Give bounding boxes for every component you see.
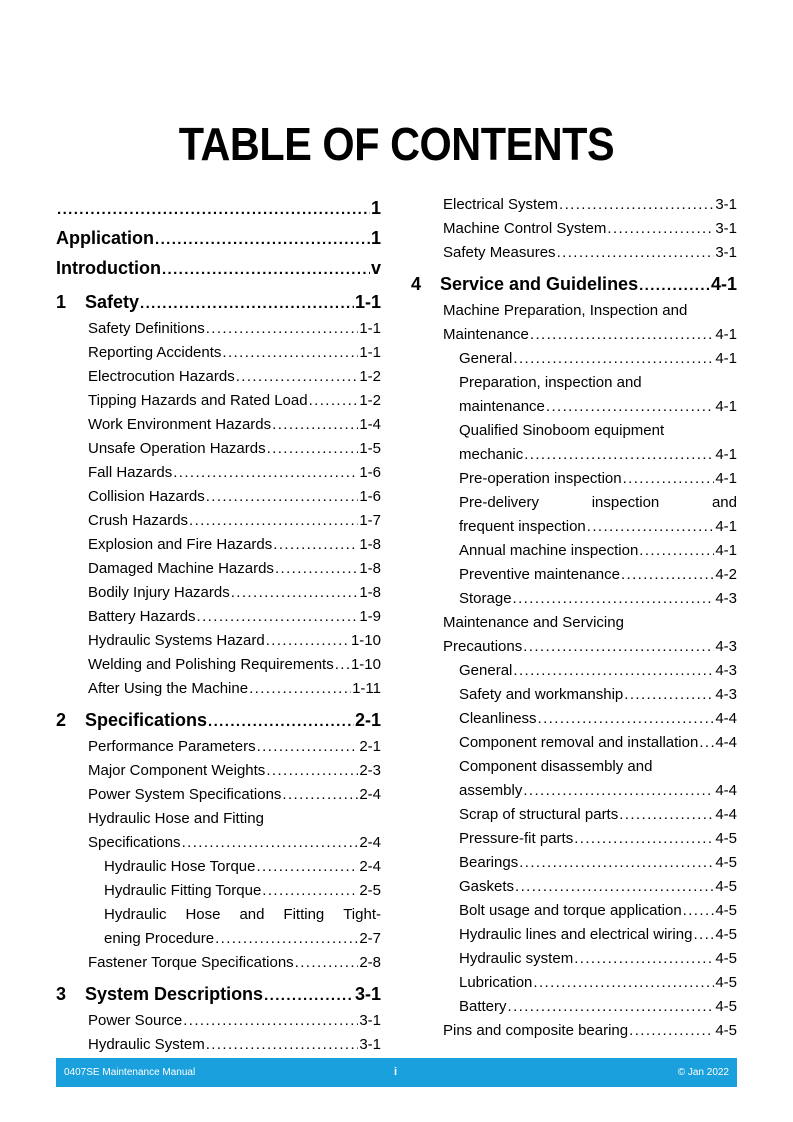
toc-entry-label: Tipping Hazards and Rated Load (88, 392, 308, 409)
dot-leader (513, 347, 714, 371)
toc-entry-label (56, 705, 207, 735)
toc-section-entry[interactable] (56, 557, 381, 581)
dot-leader (515, 875, 714, 899)
toc-entry-label (56, 287, 139, 317)
toc-section-entry[interactable] (411, 241, 737, 265)
dot-leader (182, 831, 359, 855)
toc-page-number: 3-1 (715, 220, 737, 237)
toc-page-number: 1-6 (359, 488, 381, 505)
dot-leader (629, 1019, 714, 1043)
dot-leader (257, 735, 359, 759)
toc-right-column (411, 193, 737, 1043)
toc-section-entry[interactable] (411, 1019, 737, 1043)
toc-page-number: v (370, 258, 381, 278)
toc-entry-wrapped-line[interactable]: Machine Preparation, Inspection and (443, 302, 688, 319)
dot-leader (262, 879, 358, 903)
toc-entry-label: Storage (459, 590, 512, 607)
toc-subsection-entry[interactable] (411, 851, 737, 875)
toc-entry-label: mechanic (459, 446, 524, 463)
toc-page-number: 4-5 (715, 926, 737, 943)
toc-entry-label: Pressure-fit parts (459, 830, 574, 847)
toc-entry-label: Component removal and installation (459, 734, 699, 751)
toc-entry-label: Crush Hazards (88, 512, 189, 529)
toc-entry-label: ening Procedure (104, 930, 215, 947)
dot-leader (523, 635, 714, 659)
toc-entry-label: Introduction (56, 258, 161, 278)
toc-page-number: 2-4 (359, 858, 381, 875)
toc-word: and (711, 494, 737, 511)
toc-entry-label: Reporting Accidents (88, 344, 222, 361)
toc-page-number: 1-9 (359, 608, 381, 625)
toc-section-entry[interactable] (56, 629, 381, 653)
dot-leader (57, 195, 370, 225)
chapter-title: System Descriptions (85, 984, 264, 1004)
chapter-number: 1 (56, 292, 67, 312)
toc-entry-label: Performance Parameters (88, 738, 256, 755)
toc-section-entry[interactable] (56, 1033, 381, 1057)
toc-entry-label: Hydraulic Hose Torque (104, 858, 256, 875)
toc-word: inspection (591, 494, 660, 511)
toc-page-number: 1-7 (359, 512, 381, 529)
toc-subsection-entry[interactable] (411, 515, 737, 539)
toc-page-number: 4-1 (715, 470, 737, 487)
toc-entry-label: Gaskets (459, 878, 515, 895)
dot-leader (272, 413, 358, 437)
toc-subsection-entry[interactable] (411, 347, 737, 371)
toc-entry-label: Safety Measures (443, 244, 556, 261)
toc-entry-label: Preventive maintenance (459, 566, 620, 583)
dot-leader (639, 271, 710, 301)
toc-entry-label: Cleanliness (459, 710, 537, 727)
page-footer (56, 1058, 737, 1087)
dot-leader (197, 605, 359, 629)
footer-date: © Jan 2022 (677, 1067, 729, 1078)
dot-leader (215, 927, 358, 951)
toc-subsection-entry[interactable] (411, 659, 737, 683)
toc-subsection-entry[interactable] (411, 731, 737, 755)
toc-entry-label: assembly (459, 782, 523, 799)
toc-section-entry[interactable] (411, 635, 737, 659)
toc-entry-label: Work Environment Hazards (88, 416, 272, 433)
toc-subsection-entry[interactable] (411, 827, 737, 851)
toc-chapter-entry[interactable] (56, 253, 381, 283)
dot-leader (607, 217, 714, 241)
toc-entry-label: Electrocution Hazards (88, 368, 235, 385)
dot-leader (267, 437, 359, 461)
toc-section-entry[interactable] (56, 653, 381, 677)
toc-entry-label: After Using the Machine (88, 680, 249, 697)
toc-page-number: 2-1 (359, 738, 381, 755)
toc-subsection-entry[interactable] (411, 971, 737, 995)
toc-entry-label: Hydraulic System (88, 1036, 205, 1053)
dot-leader (683, 899, 715, 923)
toc-section-entry[interactable] (56, 581, 381, 605)
toc-section-entry[interactable] (56, 831, 381, 855)
toc-chapter-entry[interactable] (56, 287, 381, 317)
footer-page-number: i (394, 1066, 398, 1078)
toc-subsection-entry[interactable] (411, 899, 737, 923)
toc-page-number: 4-5 (715, 854, 737, 871)
toc-page-number: 1-1 (354, 292, 381, 312)
toc-entry-label: Battery Hazards (88, 608, 196, 625)
toc-page-number: 4-4 (715, 734, 737, 751)
toc-page-number: 4-3 (715, 662, 737, 679)
toc-entry-label: Pins and composite bearing (443, 1022, 629, 1039)
toc-page-number: 4-1 (715, 518, 737, 535)
dot-leader (623, 467, 715, 491)
toc-page-number: 4-3 (715, 686, 737, 703)
dot-leader (530, 323, 714, 347)
toc-section-entry[interactable] (56, 951, 381, 975)
toc-entry-label: Specifications (88, 834, 181, 851)
toc-section-entry[interactable] (411, 323, 737, 347)
dot-leader (256, 855, 358, 879)
toc-page-number: 1 (370, 228, 381, 248)
toc-entry-label: Bearings (459, 854, 519, 871)
dot-leader (557, 241, 715, 265)
dot-leader (266, 759, 358, 783)
toc-page-number: 4-3 (715, 590, 737, 607)
toc-page-number: 4-5 (715, 1022, 737, 1039)
toc-entry-label: Hydraulic lines and electrical wiring (459, 926, 693, 943)
toc-entry-label: Major Component Weights (88, 762, 266, 779)
dot-leader (206, 1033, 359, 1057)
chapter-title: Specifications (85, 710, 208, 730)
dot-leader (574, 827, 714, 851)
toc-entry-label: Electrical System (443, 196, 559, 213)
toc-page-number: 3-1 (354, 984, 381, 1004)
toc-page-number: 4-1 (715, 542, 737, 559)
toc-entry-label: Application (56, 228, 154, 248)
dot-leader (619, 803, 714, 827)
toc-page-number: 4-3 (715, 638, 737, 655)
toc-page-number: 2-3 (359, 762, 381, 779)
toc-section-entry[interactable] (56, 783, 381, 807)
dot-leader (639, 539, 714, 563)
toc-section-entry[interactable] (411, 217, 737, 241)
toc-chapter-entry[interactable] (411, 269, 737, 299)
toc-page-number: 2-8 (359, 954, 381, 971)
toc-page-number: 4-1 (715, 446, 737, 463)
toc-page-number: 2-5 (359, 882, 381, 899)
dot-leader (236, 365, 359, 389)
toc-page-number: 1-10 (350, 632, 381, 649)
toc-entry-label: Fall Hazards (88, 464, 173, 481)
dot-leader (621, 563, 714, 587)
toc-subsection-entry[interactable] (411, 395, 737, 419)
toc-chapter-entry[interactable] (56, 705, 381, 735)
chapter-title: Service and Guidelines (440, 274, 639, 294)
toc-page-number: 1-1 (359, 344, 381, 361)
toc-entry-label: Power Source (88, 1012, 183, 1029)
toc-entry-label: Bodily Injury Hazards (88, 584, 230, 601)
toc-entry-wrapped-line[interactable]: Hydraulic Hose and Fitting (88, 810, 264, 827)
dot-leader (513, 587, 715, 611)
dot-leader (508, 995, 715, 1019)
toc-entry-justified-line[interactable] (411, 491, 737, 515)
toc-section-entry[interactable] (411, 193, 737, 217)
toc-subsection-entry[interactable] (411, 443, 737, 467)
toc-page-number: 1-6 (359, 464, 381, 481)
toc-entry-label: Annual machine inspection (459, 542, 639, 559)
toc-entry-label: Safety Definitions (88, 320, 205, 337)
toc-page-number: 4-4 (715, 806, 737, 823)
toc-entry-label: Collision Hazards (88, 488, 205, 505)
toc-entry-label: Machine Control System (443, 220, 607, 237)
toc-section-entry[interactable] (56, 365, 381, 389)
toc-subsection-entry[interactable] (411, 947, 737, 971)
dot-leader (140, 289, 354, 319)
dot-leader (273, 533, 358, 557)
dot-leader (624, 683, 714, 707)
dot-leader (206, 485, 359, 509)
toc-entry-label: Maintenance (443, 326, 529, 343)
toc-entry-label: Explosion and Fire Hazards (88, 536, 273, 553)
toc-subsection-entry[interactable] (56, 879, 381, 903)
dot-leader (249, 677, 351, 701)
toc-page-number: 4-1 (715, 350, 737, 367)
toc-word: Pre-delivery (459, 494, 540, 511)
dot-leader (699, 731, 714, 755)
toc-page-number: 1-10 (350, 656, 381, 673)
toc-subsection-entry[interactable] (411, 875, 737, 899)
dot-leader (266, 629, 350, 653)
toc-page-number: 1-8 (359, 560, 381, 577)
toc-entry-label: Bolt usage and torque application (459, 902, 682, 919)
dot-leader (162, 255, 370, 285)
toc-section-entry[interactable] (56, 677, 381, 701)
dot-leader (587, 515, 715, 539)
chapter-number: 4 (411, 274, 422, 294)
toc-entry-label: Fastener Torque Specifications (88, 954, 294, 971)
toc-page-number: 4-5 (715, 878, 737, 895)
toc-page-number: 1-8 (359, 536, 381, 553)
toc-page-number: 2-7 (359, 930, 381, 947)
chapter-number: 3 (56, 984, 67, 1004)
dot-leader (524, 443, 714, 467)
toc-page-number: 1-1 (359, 320, 381, 337)
dot-leader (189, 509, 358, 533)
toc-page-number: 3-1 (359, 1036, 381, 1053)
toc-word: Hose (185, 906, 221, 923)
toc-entry-wrapped-line[interactable]: Preparation, inspection and (459, 374, 642, 391)
dot-leader (519, 851, 714, 875)
dot-leader (523, 779, 714, 803)
toc-entry-wrapped-line[interactable]: Qualified Sinoboom equipment (459, 422, 665, 439)
toc-page-number: 4-4 (715, 782, 737, 799)
dot-leader (231, 581, 359, 605)
dot-leader (208, 707, 354, 737)
toc-section-entry[interactable] (56, 317, 381, 341)
toc-subsection-entry[interactable] (411, 683, 737, 707)
chapter-title: Safety (85, 292, 140, 312)
toc-page-number: 1-11 (352, 680, 381, 697)
toc-entry-justified-line[interactable] (56, 903, 381, 927)
dot-leader (513, 659, 714, 683)
toc-section-entry[interactable] (56, 759, 381, 783)
toc-page-number: 2-1 (354, 710, 381, 730)
dot-leader (206, 317, 359, 341)
dot-leader (693, 923, 714, 947)
toc-entry-label: Scrap of structural parts (459, 806, 619, 823)
toc-subsection-entry[interactable] (411, 923, 737, 947)
toc-page-number: 1-2 (359, 392, 381, 409)
toc-section-entry[interactable] (56, 533, 381, 557)
dot-leader (533, 971, 714, 995)
toc-subsection-entry[interactable] (56, 855, 381, 879)
footer-manual-name: 0407SE Maintenance Manual (64, 1067, 196, 1078)
toc-section-entry[interactable] (56, 509, 381, 533)
toc-page-number: 4-5 (715, 902, 737, 919)
toc-section-entry[interactable] (56, 1009, 381, 1033)
toc-entry-label: General (459, 350, 513, 367)
dot-leader (335, 653, 350, 677)
dot-leader (183, 1009, 358, 1033)
toc-entry-label: frequent inspection (459, 518, 586, 535)
toc-section-entry[interactable] (56, 437, 381, 461)
dot-leader (155, 225, 370, 255)
toc-entry-label: General (459, 662, 513, 679)
toc-page-number: 1-4 (359, 416, 381, 433)
toc-subsection-entry[interactable] (411, 539, 737, 563)
toc-page-number: 3-1 (359, 1012, 381, 1029)
toc-entry-label: Precautions (443, 638, 523, 655)
toc-subsection-entry[interactable] (411, 995, 737, 1019)
toc-word: Tight- (343, 906, 381, 923)
dot-leader (282, 783, 358, 807)
toc-entry-label: Hydraulic system (459, 950, 574, 967)
toc-section-entry[interactable] (56, 413, 381, 437)
dot-leader (546, 395, 714, 419)
dot-leader (222, 341, 358, 365)
toc-page-number: 1-8 (359, 584, 381, 601)
toc-page-number: 4-4 (715, 710, 737, 727)
toc-entry-label: Damaged Machine Hazards (88, 560, 274, 577)
dot-leader (538, 707, 715, 731)
toc-page-number: 2-4 (359, 786, 381, 803)
toc-section-entry[interactable] (56, 461, 381, 485)
toc-page-number: 4-5 (715, 998, 737, 1015)
toc-subsection-entry[interactable] (411, 707, 737, 731)
toc-entry-label: Power System Specifications (88, 786, 282, 803)
toc-chapter-entry[interactable] (56, 223, 381, 253)
toc-page-number: 4-5 (715, 950, 737, 967)
toc-word: Fitting (283, 906, 325, 923)
toc-chapter-entry[interactable] (56, 979, 381, 1009)
toc-page-number: 4-1 (710, 274, 737, 294)
toc-page-number: 4-5 (715, 974, 737, 991)
dot-leader (264, 981, 354, 1011)
toc-subsection-entry[interactable] (411, 563, 737, 587)
toc-page-number: 4-5 (715, 830, 737, 847)
toc-page-number: 2-4 (359, 834, 381, 851)
toc-entry-label: Pre-operation inspection (459, 470, 622, 487)
toc-page-number: 4-2 (715, 566, 737, 583)
toc-entry-wrapped-line[interactable]: Maintenance and Servicing (443, 614, 624, 631)
toc-page-number: 3-1 (715, 244, 737, 261)
toc-entry-label: Hydraulic Systems Hazard (88, 632, 265, 649)
toc-section-entry[interactable] (56, 485, 381, 509)
chapter-number: 2 (56, 710, 67, 730)
page-title: TABLE OF CONTENTS (178, 118, 615, 170)
toc-subsection-entry[interactable] (411, 803, 737, 827)
toc-word: Hydraulic (104, 906, 167, 923)
toc-subsection-entry[interactable] (411, 779, 737, 803)
toc-entry-label: Unsafe Operation Hazards (88, 440, 266, 457)
dot-leader (309, 389, 359, 413)
toc-section-entry[interactable] (56, 735, 381, 759)
toc-subsection-entry[interactable] (411, 587, 737, 611)
toc-page-number: 1-5 (359, 440, 381, 457)
toc-page-number: 3-1 (715, 196, 737, 213)
toc-page-number: 1-2 (359, 368, 381, 385)
dot-leader (295, 951, 359, 975)
toc-subsection-entry[interactable] (411, 467, 737, 491)
toc-entry-label: Battery (459, 998, 507, 1015)
toc-page-number: 1 (370, 198, 381, 218)
toc-entry-label: Welding and Polishing Requirements (88, 656, 334, 673)
dot-leader (559, 193, 714, 217)
toc-section-entry[interactable] (56, 389, 381, 413)
dot-leader (173, 461, 358, 485)
dot-leader (574, 947, 714, 971)
toc-entry-label: Safety and workmanship (459, 686, 624, 703)
dot-leader (275, 557, 358, 581)
toc-entry-label (56, 979, 263, 1009)
toc-entry-label (411, 269, 638, 299)
toc-section-entry[interactable] (56, 341, 381, 365)
toc-page-number: 4-1 (715, 398, 737, 415)
toc-page-number: 4-1 (715, 326, 737, 343)
toc-entry-wrapped-line[interactable]: Component disassembly and (459, 758, 653, 775)
toc-entry-label: Lubrication (459, 974, 533, 991)
toc-section-entry[interactable] (56, 605, 381, 629)
toc-chapter-entry[interactable] (56, 193, 381, 223)
toc-entry-label: maintenance (459, 398, 545, 415)
toc-entry-label: Hydraulic Fitting Torque (104, 882, 262, 899)
toc-left-column (56, 193, 381, 1057)
toc-subsection-entry[interactable] (56, 927, 381, 951)
toc-word: and (239, 906, 265, 923)
